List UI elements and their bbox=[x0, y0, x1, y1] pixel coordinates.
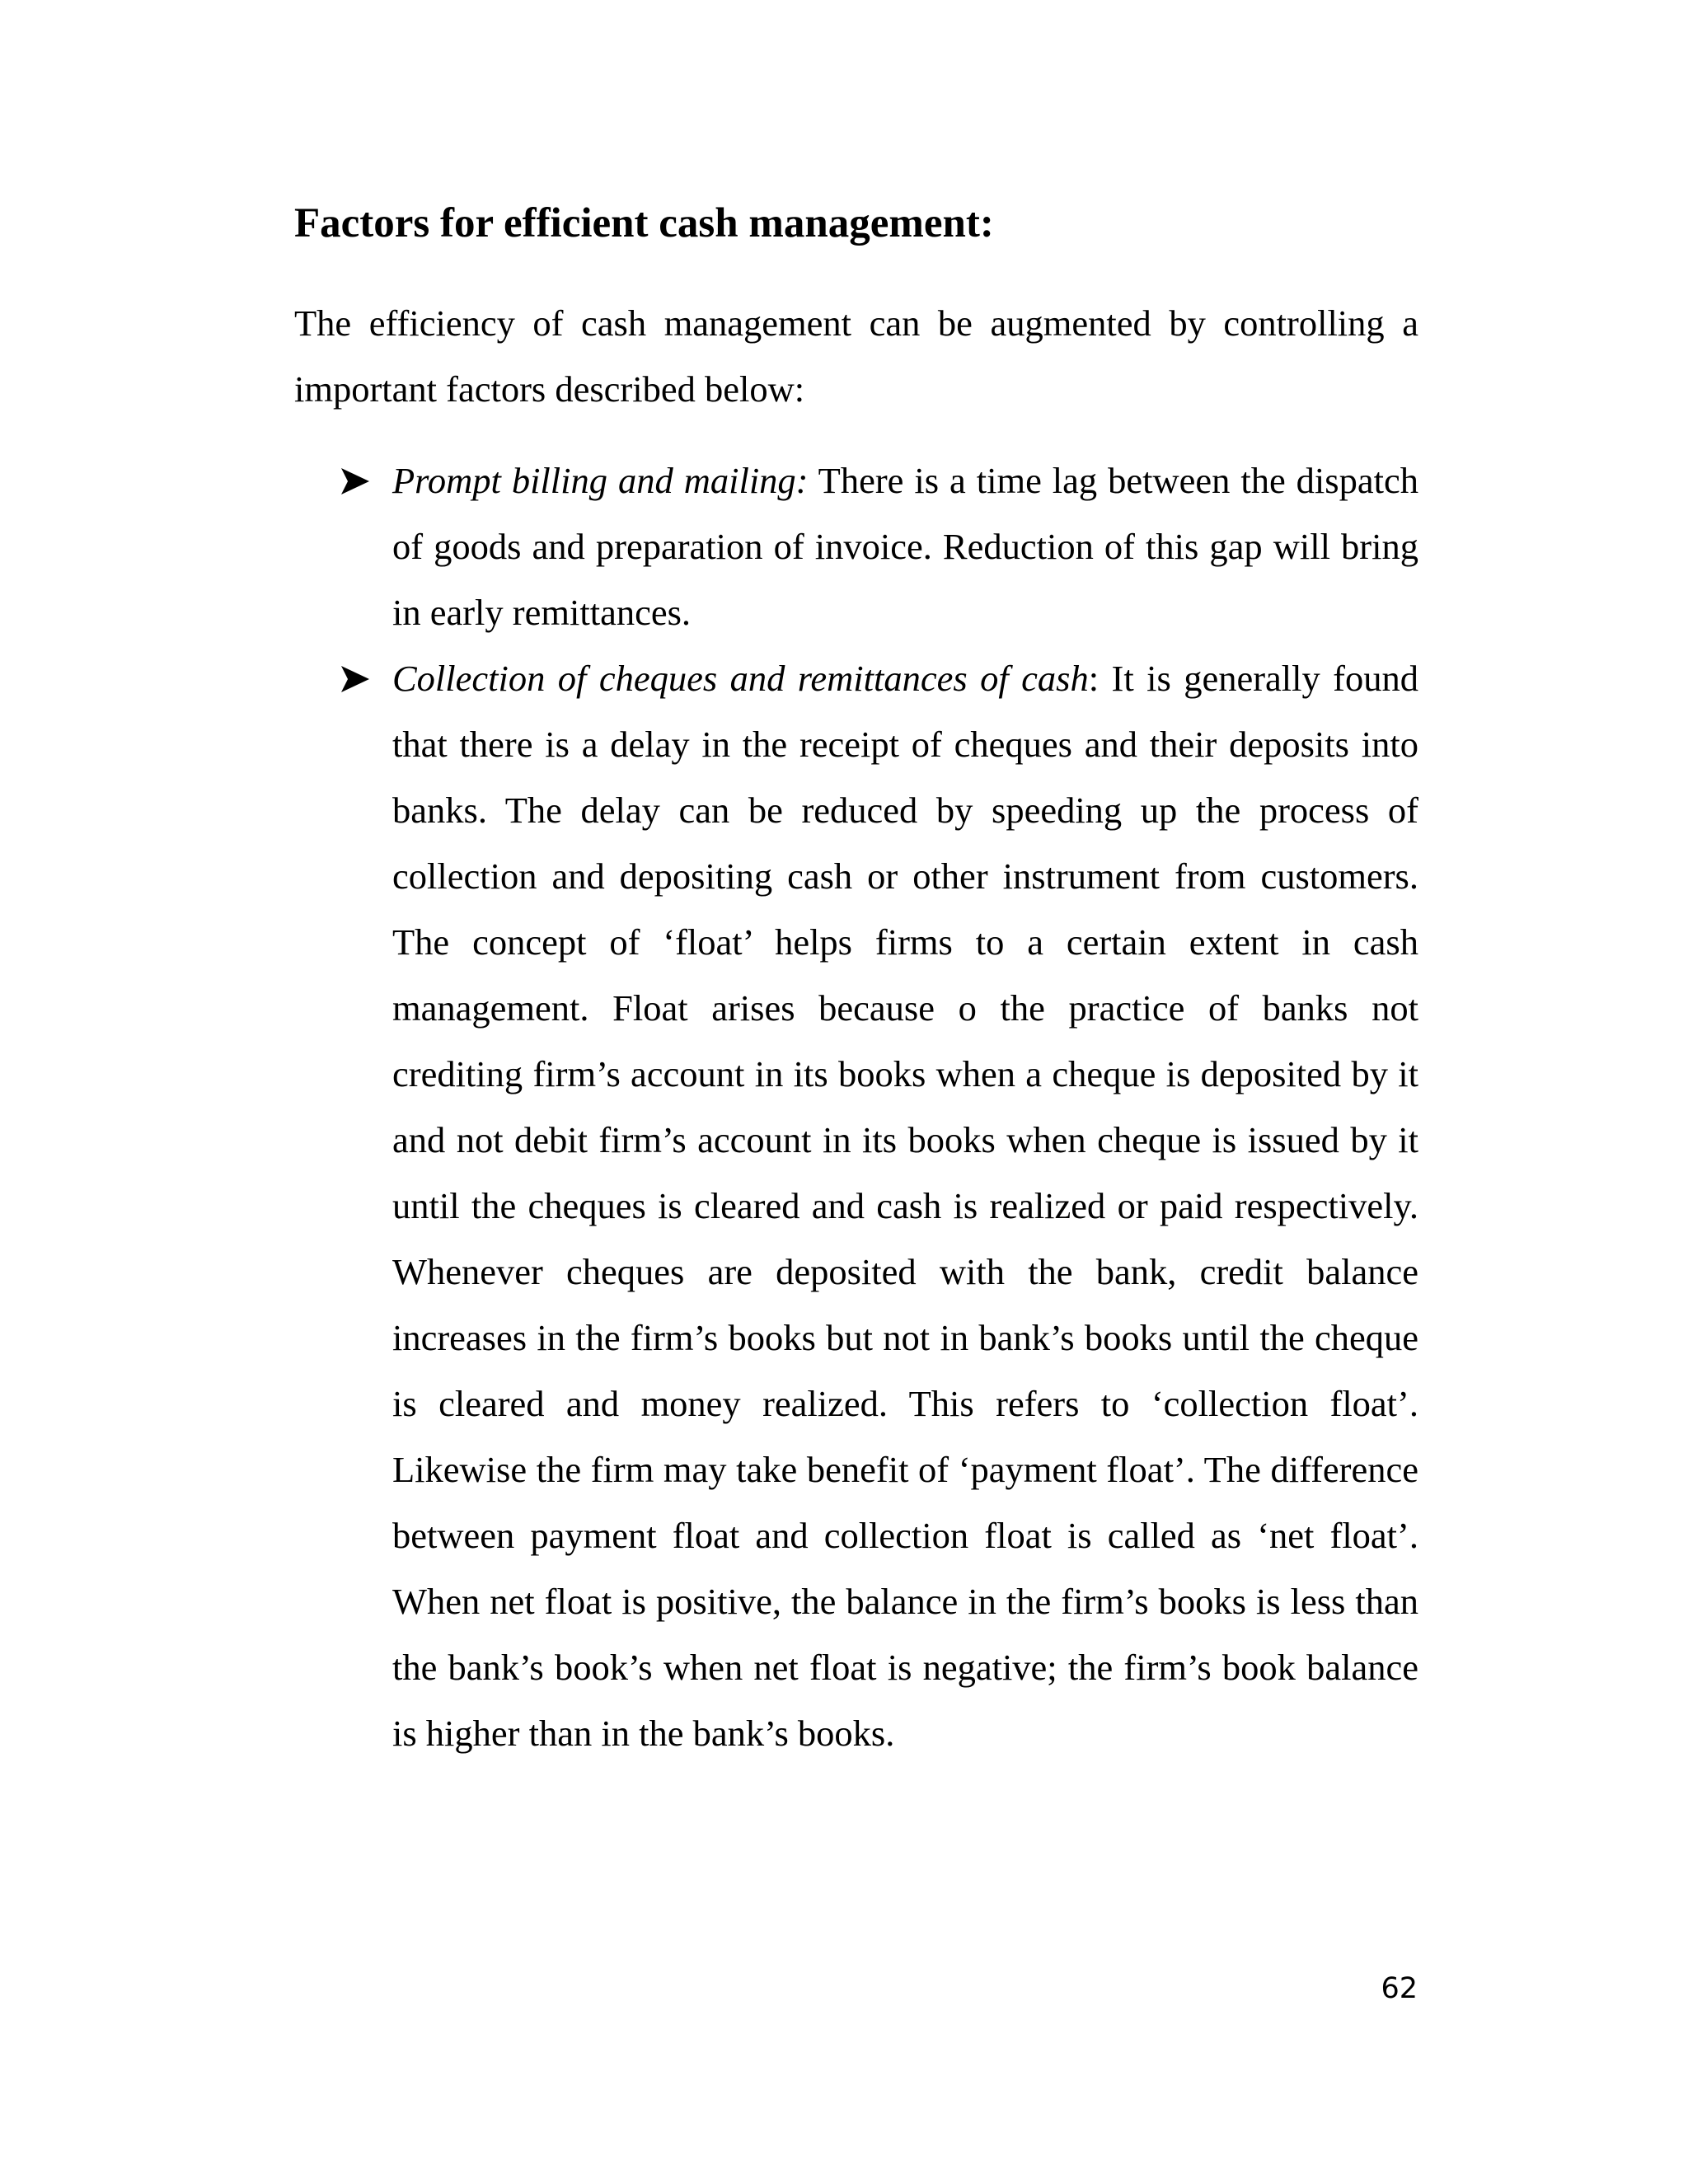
bullet-body: : It is generally found that there is a delay in the receipt of cheques and their deposits into banks. The delay can be reduced by speeding up the process of collection and depositing cash or other instrument from customers. The concept of ‘float’ helps firms to a certain extent in cash management. Float arises because o the practice of banks not crediting firm’s account in its books when a cheque is deposited by it and not debit firm’s account in its books when cheque is issued by it until the cheques is cleared and cash is realized or paid respectively. Whenever cheques are deposited with the bank, credit balance increases in the firm’s books but not in bank’s books until the cheque is cleared and money realized. This refers to ‘collection float’. Likewise the firm may take benefit of ‘payment float’. The difference between payment float and collection float is called as ‘net float’. When net float is positive, the balance in the firm’s books is less than the bank’s book’s when net float is negative; the firm’s book balance is higher than in the bank’s books. bbox=[392, 658, 1418, 1754]
bullet-paragraph bbox=[392, 448, 1418, 645]
bullet-term: Collection of cheques and remittances of cash bbox=[392, 658, 1089, 699]
factor-list bbox=[0, 448, 1688, 1766]
bullet-term: Prompt billing and mailing: bbox=[392, 460, 809, 501]
bullet-paragraph bbox=[392, 645, 1418, 1766]
arrow-bullet-icon bbox=[340, 468, 370, 494]
intro-paragraph: The efficiency of cash management can be augmented by controlling a important factors described below: bbox=[294, 302, 1418, 410]
section-heading: Factors for efficient cash management: bbox=[294, 200, 994, 246]
arrow-bullet-icon bbox=[340, 666, 370, 692]
list-item bbox=[0, 645, 1688, 1766]
bullet-body: There is a time lag between the dispatch of goods and preparation of invoice. Reduction of this gap will bring in early remittances. bbox=[392, 460, 1418, 633]
list-item bbox=[0, 448, 1688, 645]
page-number: 62 bbox=[1381, 1972, 1418, 2005]
